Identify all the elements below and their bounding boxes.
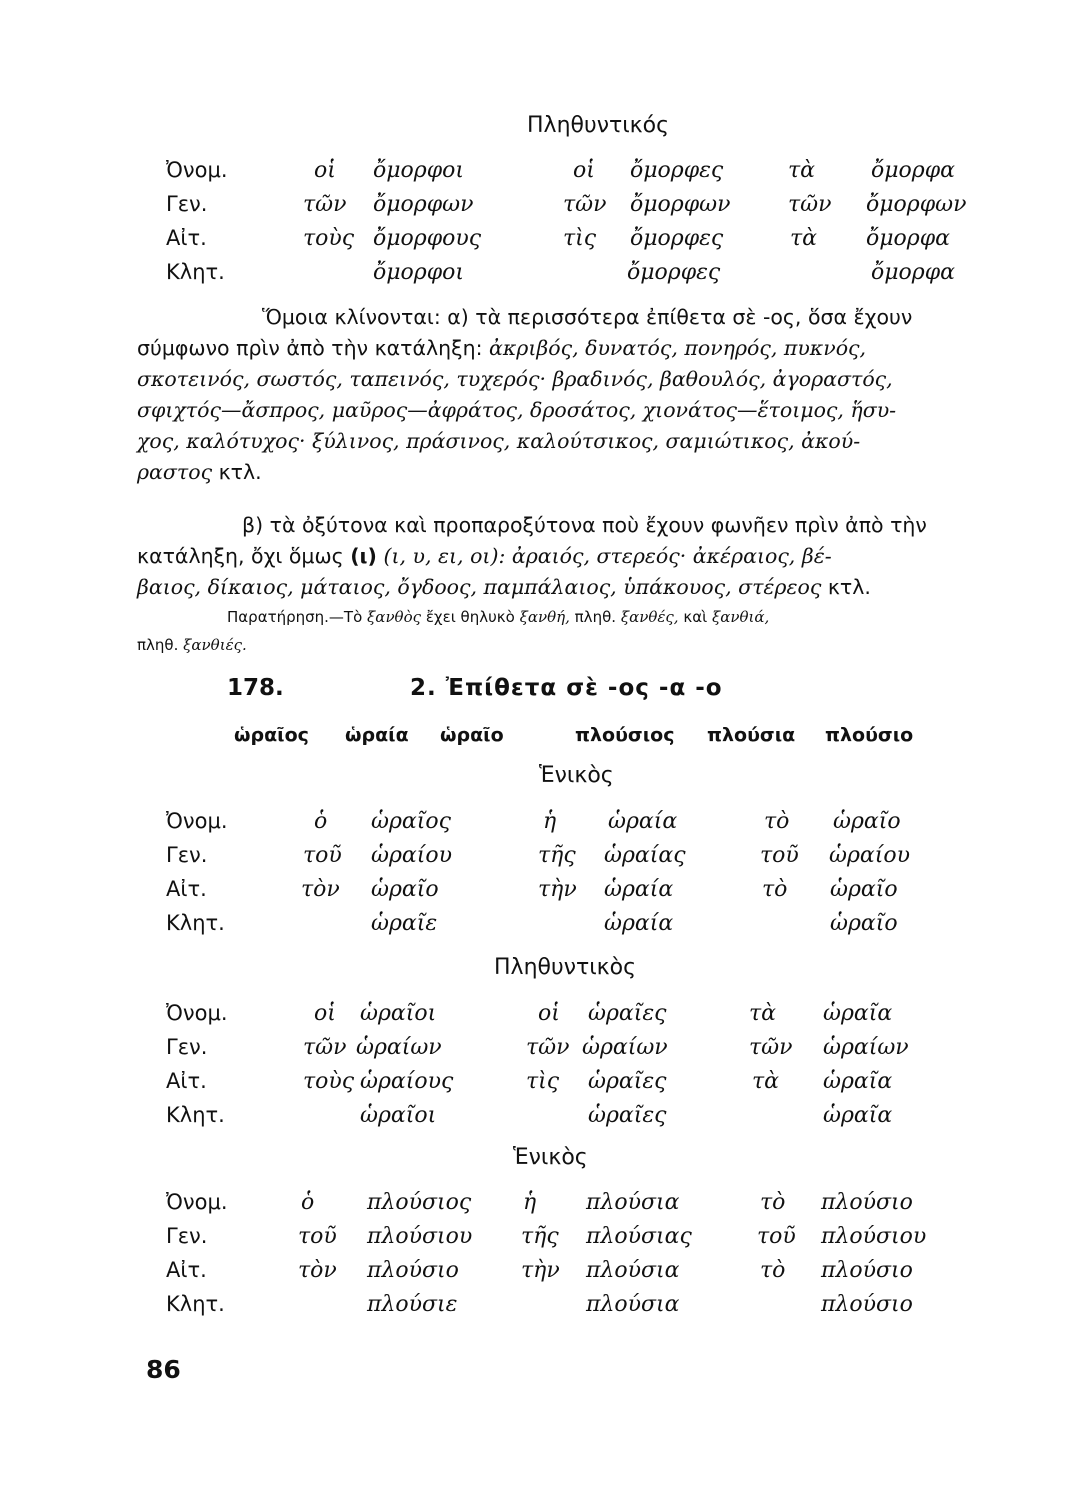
heading-singular-2: Ἑνικὸς bbox=[513, 1145, 588, 1170]
case-label: Γεν. bbox=[166, 1035, 208, 1059]
article: ἡ bbox=[543, 809, 557, 834]
article: οἱ bbox=[314, 1001, 336, 1026]
text-line bbox=[137, 572, 987, 603]
form: ὡραῖο bbox=[830, 911, 898, 936]
form: πλούσιος bbox=[367, 1190, 472, 1215]
case-label: Ὀνομ. bbox=[166, 1190, 228, 1214]
article: τὶς bbox=[526, 1069, 560, 1094]
article: τὰ bbox=[749, 1001, 777, 1026]
form: πλούσιο bbox=[367, 1258, 459, 1283]
form: ὡραίων bbox=[823, 1035, 909, 1060]
form: πλούσιο bbox=[821, 1292, 913, 1317]
text-line bbox=[137, 457, 987, 488]
case-label: Γεν. bbox=[166, 192, 208, 216]
note-line-1 bbox=[227, 608, 769, 626]
section-number: 178. bbox=[227, 675, 284, 701]
example-words: σφιχτός—ἄσπρος, μαῦρος—ἀφράτος, δροσάτος, χιονάτος—ἕτοιμος, ἥσυ- bbox=[137, 398, 897, 422]
article: τῶν bbox=[749, 1035, 793, 1060]
form: ὄμορφους bbox=[373, 226, 482, 251]
case-label: Κλητ. bbox=[166, 911, 225, 935]
article: τὸ bbox=[762, 877, 788, 902]
article: τοῦ bbox=[303, 843, 342, 868]
article: τὰ bbox=[788, 158, 816, 183]
article: ἡ bbox=[523, 1190, 537, 1215]
form: πλούσιας bbox=[586, 1224, 692, 1249]
article: ὁ bbox=[314, 809, 328, 834]
article: τῆς bbox=[521, 1224, 559, 1249]
form: ὡραίων bbox=[356, 1035, 442, 1060]
form: ὄμορφα bbox=[866, 226, 950, 251]
article: οἱ bbox=[538, 1001, 560, 1026]
article: τὰ bbox=[790, 226, 818, 251]
form: πλούσια bbox=[586, 1292, 680, 1317]
form: ὡραία bbox=[604, 911, 674, 936]
form: ὄμορφων bbox=[373, 192, 474, 217]
note-word: ξανθές, bbox=[620, 608, 679, 626]
article: τῶν bbox=[563, 192, 607, 217]
article: τὴν bbox=[521, 1258, 560, 1283]
form: ὄμορφων bbox=[630, 192, 731, 217]
article: τῶν bbox=[788, 192, 832, 217]
case-label: Κλητ. bbox=[166, 1103, 225, 1127]
example-words: βαιος, δίκαιος, μάταιος, ὄγδοος, παμπάλαιος, ὑπάκουος, στέρεος bbox=[137, 575, 822, 599]
form: πλούσιου bbox=[367, 1224, 473, 1249]
article: τὸν bbox=[298, 1258, 337, 1283]
bold-marker: (ι) bbox=[350, 544, 377, 568]
case-label: Αἰτ. bbox=[166, 226, 207, 250]
form: ὡραίου bbox=[829, 843, 910, 868]
form: ὄμορφοι bbox=[373, 260, 464, 285]
example-words: ἀκριβός, δυνατός, πονηρός, πυκνός, bbox=[489, 336, 867, 360]
article: οἱ bbox=[573, 158, 595, 183]
case-label: Ὀνομ. bbox=[166, 809, 228, 833]
article: τὰ bbox=[752, 1069, 780, 1094]
form: ὡραῖος bbox=[371, 809, 451, 834]
note-word: ξανθὸς bbox=[367, 608, 422, 626]
article: οἱ bbox=[314, 158, 336, 183]
form: ὡραῖε bbox=[371, 911, 438, 936]
form: ὄμορφες bbox=[627, 260, 721, 285]
article: τὸ bbox=[760, 1258, 786, 1283]
note-word: ξανθή, bbox=[519, 608, 570, 626]
note-text: πληθ. bbox=[574, 608, 617, 626]
form: ὄμορφες bbox=[630, 158, 724, 183]
form: ὡραία bbox=[604, 877, 674, 902]
case-label: Γεν. bbox=[166, 843, 208, 867]
form: πλούσιο bbox=[821, 1258, 913, 1283]
note-text: καὶ bbox=[683, 608, 708, 626]
article: τοῦ bbox=[757, 1224, 796, 1249]
article: τοῦ bbox=[298, 1224, 337, 1249]
form-header: ὡραῖος bbox=[234, 724, 309, 746]
example-words: χος, καλότυχος· ξύλινος, πράσινος, καλούτσικος, σαμιώτικος, ἀκού- bbox=[137, 429, 861, 453]
form: ὡραῖα bbox=[823, 1103, 893, 1128]
form: ὄμορφες bbox=[630, 226, 724, 251]
article: τὸν bbox=[301, 877, 340, 902]
text-line: Ὅμοια κλίνονται: α) τὰ περισσότερα ἐπίθετα σὲ -ος, ὅσα ἔχουν bbox=[262, 305, 913, 329]
article: ὁ bbox=[301, 1190, 315, 1215]
form: ὡραίου bbox=[371, 843, 452, 868]
article: τῶν bbox=[526, 1035, 570, 1060]
example-words: ραστος bbox=[137, 460, 213, 484]
form: ὡραῖοι bbox=[360, 1103, 437, 1128]
case-label: Γεν. bbox=[166, 1224, 208, 1248]
article: τὶς bbox=[563, 226, 597, 251]
note-word: ξανθιά, bbox=[711, 608, 770, 626]
form: ὄμορφα bbox=[871, 158, 955, 183]
form: ὡραίας bbox=[604, 843, 686, 868]
example-words: σκοτεινός, σωστός, ταπεινός, τυχερός· βραδινός, βαθουλός, ἀγοραστός, bbox=[137, 367, 893, 391]
form: πλούσια bbox=[586, 1190, 680, 1215]
form: πλούσια bbox=[586, 1258, 680, 1283]
example-words: (ι, υ, ει, οι): ἀραιός, στερεός· ἀκέραιος, βέ- bbox=[383, 544, 832, 568]
form: πλούσιε bbox=[367, 1292, 458, 1317]
article: τοῦ bbox=[760, 843, 799, 868]
note-line-2 bbox=[137, 636, 247, 654]
text-line bbox=[137, 333, 987, 364]
article: τοὺς bbox=[303, 226, 355, 251]
article: τὸ bbox=[760, 1190, 786, 1215]
paragraph-a bbox=[137, 302, 987, 488]
form: ὡραία bbox=[608, 809, 678, 834]
text-span: σύμφωνο πρὶν ἀπὸ τὴν κατάληξη: bbox=[137, 336, 483, 360]
article: τοὺς bbox=[303, 1069, 355, 1094]
note-word: ξανθιές. bbox=[183, 636, 247, 654]
case-label: Ὀνομ. bbox=[166, 158, 228, 182]
form: ὡραῖες bbox=[588, 1001, 667, 1026]
section-title: 2. Ἐπίθετα σὲ -ος -α -ο bbox=[410, 675, 723, 701]
note-text: ἔχει θηλυκὸ bbox=[425, 608, 515, 626]
heading-singular-1: Ἑνικὸς bbox=[539, 763, 614, 788]
form-header: πλούσιο bbox=[825, 724, 914, 746]
text-line: β) τὰ ὀξύτονα καὶ προπαροξύτονα ποὺ ἔχουν φωνῆεν πρὶν ἀπὸ τὴν bbox=[242, 513, 927, 537]
form: ὄμορφοι bbox=[373, 158, 464, 183]
case-label: Ὀνομ. bbox=[166, 1001, 228, 1025]
form: ὡραίους bbox=[360, 1069, 454, 1094]
article: τῆς bbox=[538, 843, 576, 868]
form-header: ὡραία bbox=[345, 724, 409, 746]
form: ὡραῖες bbox=[588, 1069, 667, 1094]
heading-plural-2: Πληθυντικὸς bbox=[494, 955, 637, 980]
form: ὄμορφα bbox=[871, 260, 955, 285]
page-number: 86 bbox=[146, 1355, 181, 1384]
form-header: ὡραῖο bbox=[440, 724, 504, 746]
article: τὴν bbox=[538, 877, 577, 902]
heading-plural-1: Πληθυντικός bbox=[527, 113, 670, 138]
form: πλούσιο bbox=[821, 1190, 913, 1215]
text-span: κατάληξη, ὄχι ὅμως bbox=[137, 544, 344, 568]
article: τῶν bbox=[303, 1035, 347, 1060]
case-label: Κλητ. bbox=[166, 1292, 225, 1316]
form-header: πλούσια bbox=[707, 724, 796, 746]
form-header: πλούσιος bbox=[575, 724, 675, 746]
text-span: κτλ. bbox=[218, 460, 262, 484]
form: ὡραίων bbox=[582, 1035, 668, 1060]
note-text: πληθ. bbox=[137, 636, 179, 654]
note-label: Παρατήρηση.—Τὸ bbox=[227, 608, 363, 626]
case-label: Αἰτ. bbox=[166, 1069, 207, 1093]
case-label: Αἰτ. bbox=[166, 877, 207, 901]
form: ὡραῖο bbox=[830, 877, 898, 902]
article: τῶν bbox=[303, 192, 347, 217]
form: ὡραῖο bbox=[371, 877, 439, 902]
form: ὡραῖοι bbox=[360, 1001, 437, 1026]
article: τὸ bbox=[764, 809, 790, 834]
form: ὄμορφων bbox=[866, 192, 967, 217]
form: ὡραῖες bbox=[588, 1103, 667, 1128]
form: πλούσιου bbox=[821, 1224, 927, 1249]
form: ὡραῖα bbox=[823, 1069, 893, 1094]
case-label: Κλητ. bbox=[166, 260, 225, 284]
text-span: κτλ. bbox=[827, 575, 871, 599]
paragraph-b bbox=[137, 510, 987, 603]
form: ὡραῖο bbox=[833, 809, 901, 834]
form: ὡραῖα bbox=[823, 1001, 893, 1026]
case-label: Αἰτ. bbox=[166, 1258, 207, 1282]
text-line bbox=[137, 541, 987, 572]
